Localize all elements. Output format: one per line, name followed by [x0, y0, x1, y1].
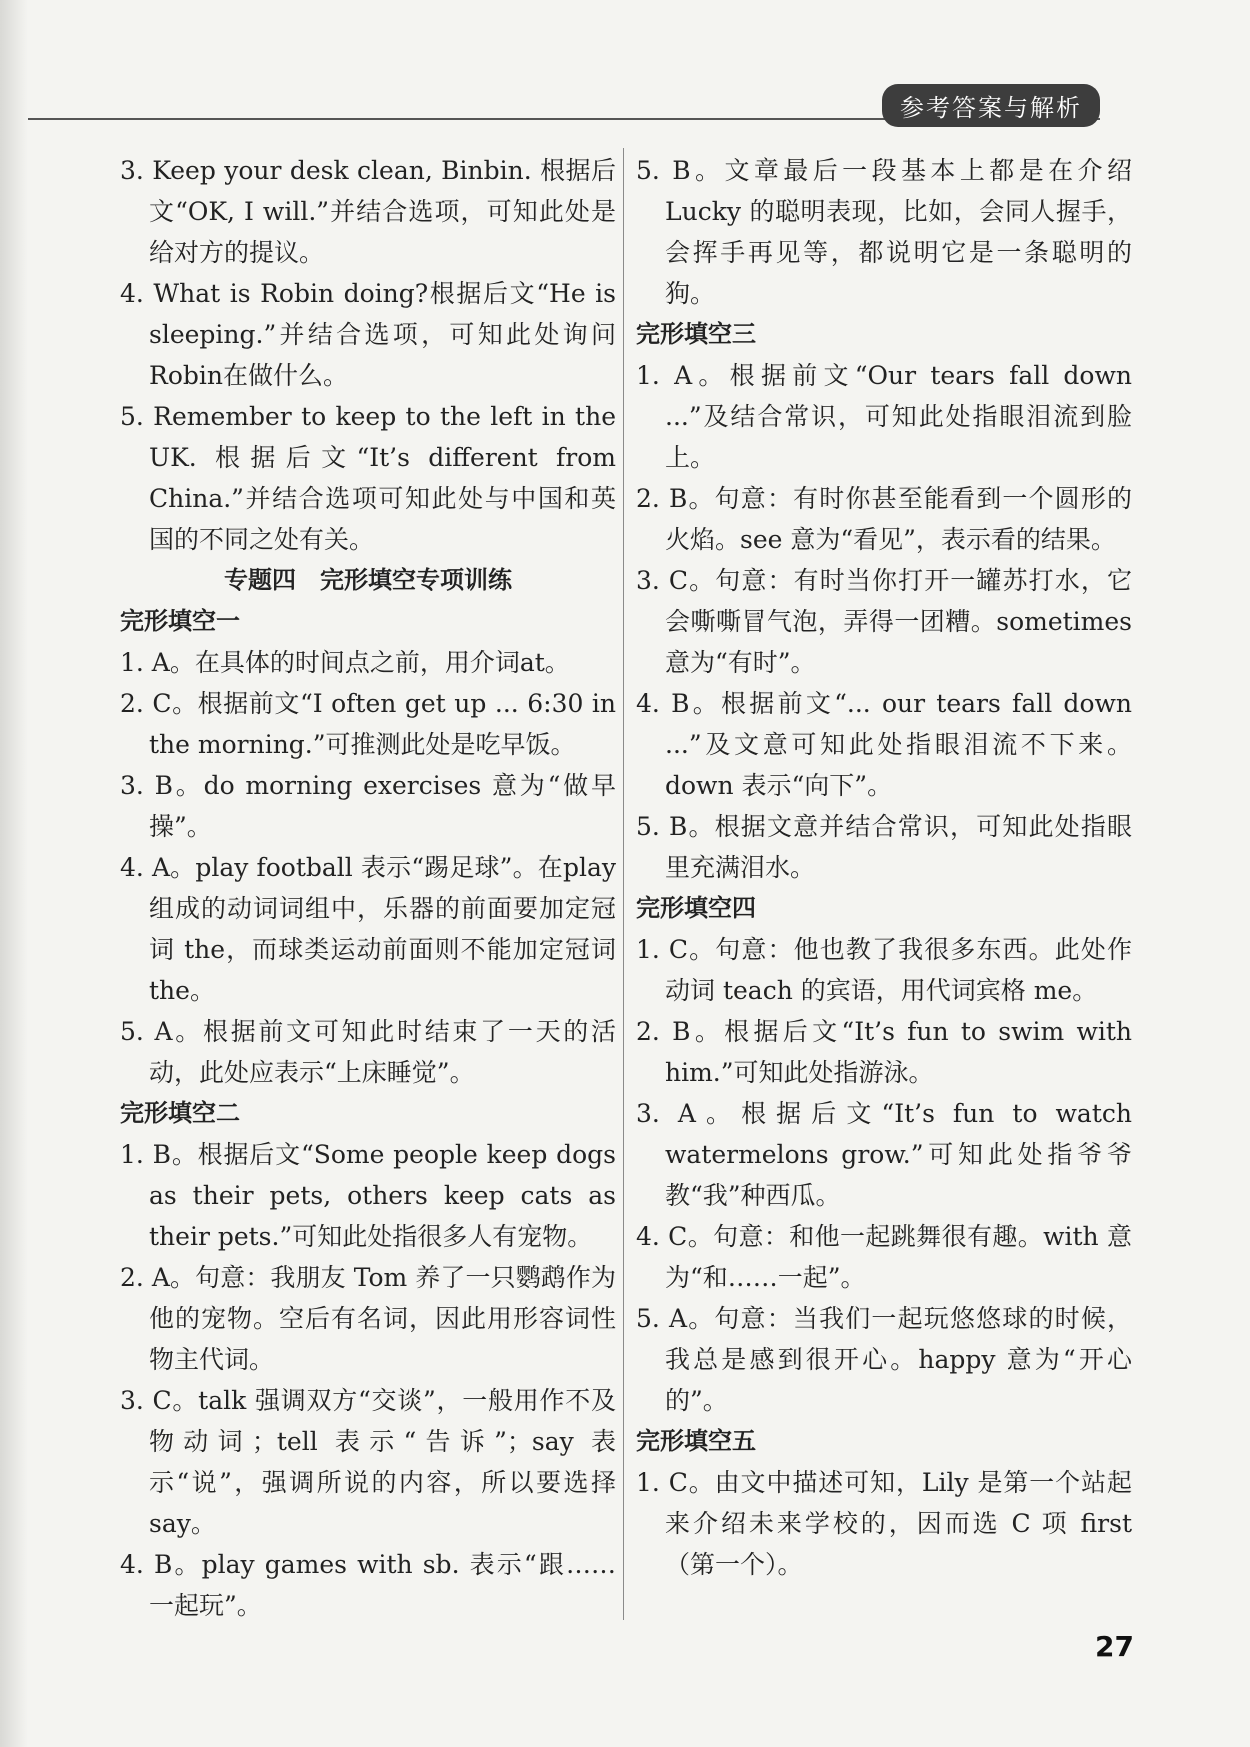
section-heading: 完形填空五 [636, 1427, 756, 1455]
answer-item: 4. B。play games with sb. 表示“跟……一起玩”。 [120, 1550, 616, 1620]
answer-item: 1. A。在具体的时间点之前，用介词at。 [120, 648, 570, 677]
answer-item: 5. B。文章最后一段基本上都是在介绍 Lucky 的聪明表现，比如，会同人握手，会挥手再见等，都说明它是一条聪明的狗。 [636, 156, 1132, 308]
page-number: 27 [1095, 1630, 1134, 1663]
answer-item: 1. C。由文中描述可知，Lily 是第一个站起来介绍未来学校的，因而选 C 项 first（第一个）。 [636, 1468, 1132, 1579]
section-heading: 完形填空一 [120, 607, 240, 635]
header-badge: 参考答案与解析 [882, 84, 1100, 127]
answer-item: 2. B。根据后文“It’s fun to swim with him.”可知此处指游泳。 [636, 1017, 1132, 1087]
answer-item: 2. C。根据前文“I often get up ... 6:30 in the morning.”可推测此处是吃早饭。 [120, 689, 616, 759]
column-divider [623, 148, 624, 1620]
left-column [120, 150, 616, 1626]
answer-item: 3. A。根据后文“It’s fun to watch watermelons grow.”可知此处指爷爷教“我”种西瓜。 [636, 1099, 1132, 1210]
answer-item: 3. B。do morning exercises 意为“做早操”。 [120, 771, 616, 841]
answer-item: 5. A。根据前文可知此时结束了一天的活动，此处应表示“上床睡觉”。 [120, 1017, 616, 1087]
answer-item: 1. C。句意：他也教了我很多东西。此处作动词 teach 的宾语，用代词宾格 me。 [636, 935, 1132, 1005]
answer-item: 4. What is Robin doing?根据后文“He is sleeping.”并结合选项，可知此处询问Robin在做什么。 [120, 279, 616, 390]
answer-item: 5. Remember to keep to the left in the UK. 根据后文“It’s different from China.”并结合选项可知此处与中国和英国的不同之处有关。 [120, 402, 616, 554]
section-heading: 完形填空四 [636, 894, 756, 922]
section-heading: 完形填空二 [120, 1099, 240, 1127]
answer-item: 4. C。句意：和他一起跳舞很有趣。with 意为“和……一起”。 [636, 1222, 1132, 1292]
answer-item: 4. A。play football 表示“踢足球”。在play组成的动词词组中，乐器的前面要加定冠词 the，而球类运动前面则不能加定冠词 the。 [120, 853, 616, 1005]
section-heading: 完形填空三 [636, 320, 756, 348]
topic-heading: 专题四 完形填空专项训练 [224, 566, 512, 594]
answer-item: 2. A。句意：我朋友 Tom 养了一只鹦鹉作为他的宠物。空后有名词，因此用形容词性物主代词。 [120, 1263, 616, 1374]
right-column [636, 150, 1132, 1585]
answer-item: 3. C。句意：有时当你打开一罐苏打水，它会嘶嘶冒气泡，弄得一团糟。sometimes 意为“有时”。 [636, 566, 1132, 677]
answer-item: 5. A。句意：当我们一起玩悠悠球的时候，我总是感到很开心。happy 意为“开心的”。 [636, 1304, 1132, 1415]
answer-item: 2. B。句意：有时你甚至能看到一个圆形的火焰。see 意为“看见”，表示看的结果。 [636, 484, 1132, 554]
answer-item: 5. B。根据文意并结合常识，可知此处指眼里充满泪水。 [636, 812, 1132, 882]
answer-item: 3. C。talk 强调双方“交谈”，一般用作不及物动词；tell 表示“告诉”；say 表示“说”，强调所说的内容，所以要选择 say。 [120, 1386, 616, 1538]
answer-item: 4. B。根据前文“... our tears fall down ...”及文意可知此处指眼泪流不下来。down 表示“向下”。 [636, 689, 1132, 800]
answer-item: 3. Keep your desk clean, Binbin. 根据后文“OK, I will.”并结合选项，可知此处是给对方的提议。 [120, 156, 616, 267]
answer-item: 1. A。根据前文“Our tears fall down ...”及结合常识，可知此处指眼泪流到脸上。 [636, 361, 1132, 472]
answer-item: 1. B。根据后文“Some people keep dogs as their pets, others keep cats as their pets.”可知此处指很多人有宠物。 [120, 1140, 616, 1251]
